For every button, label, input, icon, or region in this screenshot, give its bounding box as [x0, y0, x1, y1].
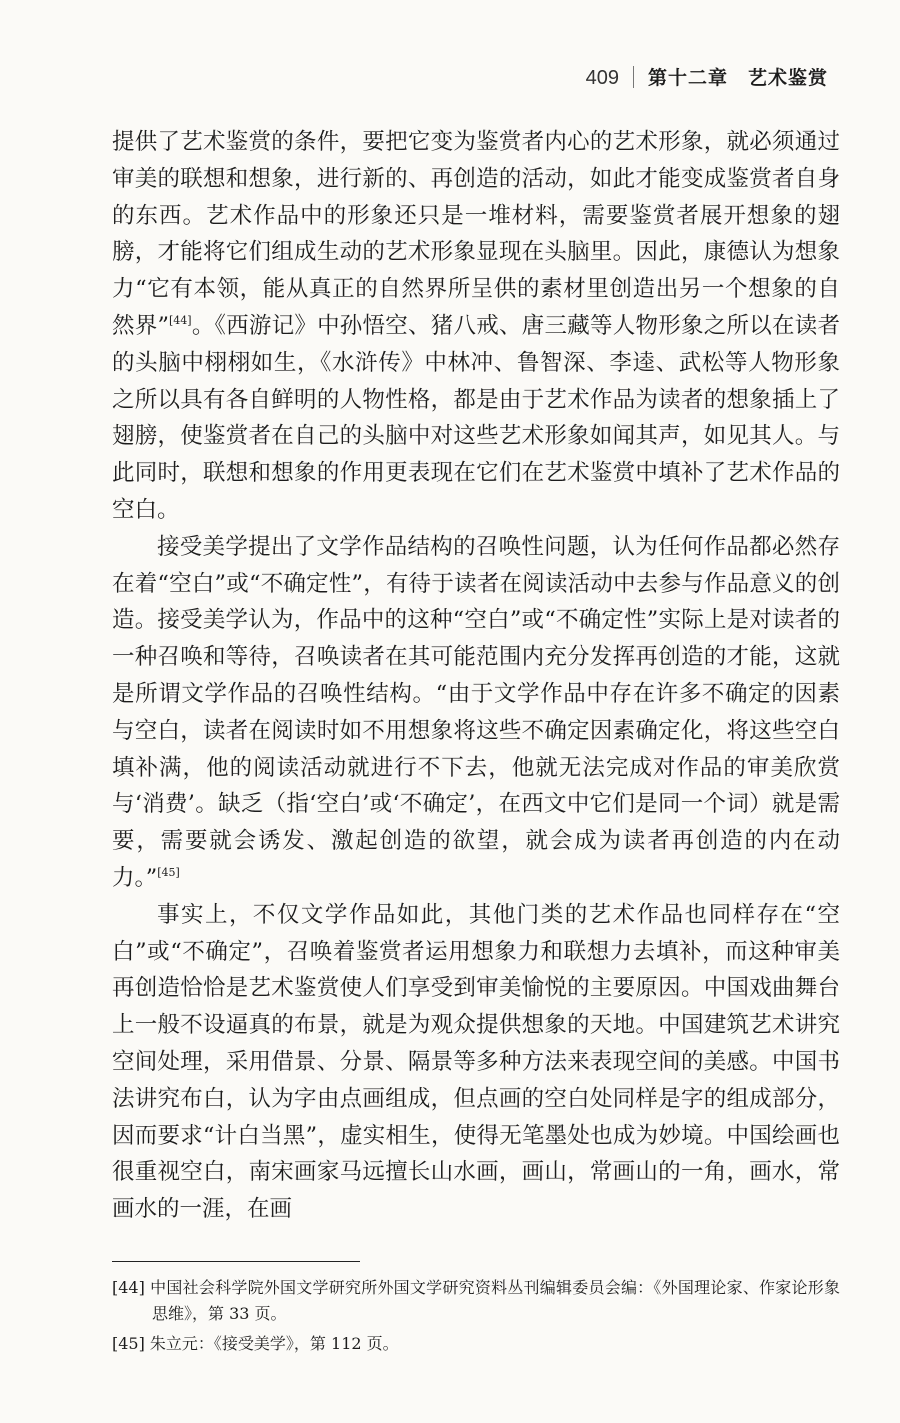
- paragraph-text: 事实上，不仅文学作品如此，其他门类的艺术作品也同样存在“空白”或“不确定”，召唤着鉴赏者运用想象力和联想力去填补，而这种审美再创造恰恰是艺术鉴赏使人们享受到审美愉悦的主要原因。中国戏曲舞台上一般不设逼真的布景，就是为观众提供想象的天地。中国建筑艺术讲究空间处理，采用借景、分景、隔景等多种方法来表现空间的美感。中国书法讲究布白，认为字由点画组成，但点画的空白处同样是字的组成部分，因而要求“计白当黑”，虚实相生，使得无笔墨处也成为妙境。中国绘画也很重视空白，南宋画家马远擅长山水画，画山，常画山的一角，画水，常画水的一涯，在画: [112, 901, 840, 1223]
- page-number: 409: [585, 67, 619, 89]
- footnote-ref-44: [44]: [169, 313, 192, 327]
- paragraph-2: [112, 529, 840, 897]
- paragraph-text: 接受美学提出了文学作品结构的召唤性问题，认为任何作品都必然存在着“空白”或“不确定性”，有待于读者在阅读活动中去参与作品意义的创造。接受美学认为，作品中的这种“空白”或“不确定性”实际上是对读者的一种召唤和等待，召唤读者在其可能范围内充分发挥再创造的才能，这就是所谓文学作品的召唤性结构。“由于文学作品中存在许多不确定的因素与空白，读者在阅读时如不用想象将这些不确定因素确定化，将这些空白填补满，他的阅读活动就进行不下去，他就无法完成对作品的审美欣赏与‘消费’。缺乏（指‘空白’或‘不确定’，在西文中它们是同一个词）就是需要，需要就会诱发、激起创造的欲望，就会成为读者再创造的内在动力。”: [112, 533, 840, 891]
- footnote-44: [44] 中国社会科学院外国文学研究所外国文学研究资料丛刊编辑委员会编：《外国理论家、作家论形象思维》，第 33 页。: [112, 1278, 840, 1323]
- body-text: [112, 124, 840, 1228]
- running-header: [586, 62, 828, 90]
- footnotes: [112, 1275, 840, 1361]
- chapter-title: 第十二章 艺术鉴赏: [647, 67, 828, 89]
- footnote-45: [45] 朱立元：《接受美学》，第 112 页。: [112, 1334, 399, 1353]
- footnote-ref-45: [45]: [157, 865, 180, 879]
- paragraph-3: [112, 897, 840, 1228]
- paragraph-1: [112, 124, 840, 529]
- footnote-divider: [112, 1261, 360, 1262]
- paragraph-text: 提供了艺术鉴赏的条件，要把它变为鉴赏者内心的艺术形象，就必须通过审美的联想和想象，进行新的、再创造的活动，如此才能变成鉴赏者自身的东西。艺术作品中的形象还只是一堆材料，需要鉴赏者展开想象的翅膀，才能将它们组成生动的艺术形象显现在头脑里。因此，康德认为想象力“它有本领，能从真正的自然界所呈供的素材里创造出另一个想象的自然界”: [112, 129, 840, 339]
- paragraph-text: 。《西游记》中孙悟空、猪八戒、唐三藏等人物形象之所以在读者的头脑中栩栩如生，《水浒传》中林冲、鲁智深、李逵、武松等人物形象之所以具有各自鲜明的人物性格，都是由于艺术作品为读者的想象插上了翅膀，使鉴赏者在自己的头脑中对这些艺术形象如闻其声，如见其人。与此同时，联想和想象的作用更表现在它们在艺术鉴赏中填补了艺术作品的空白。: [112, 312, 840, 523]
- header-divider: [633, 66, 634, 88]
